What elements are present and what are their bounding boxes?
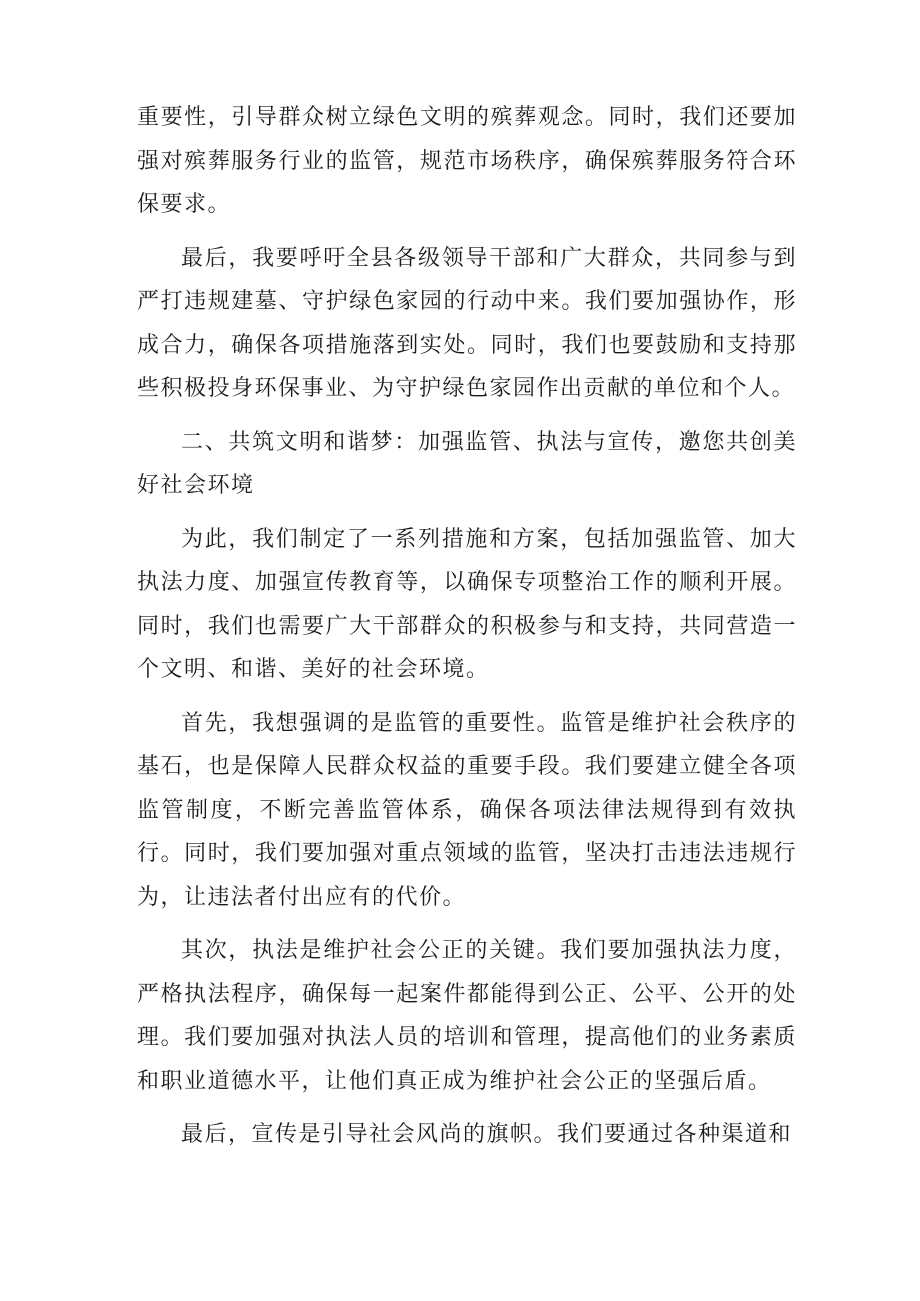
document-body xyxy=(137,96,797,1157)
paragraph-1: 重要性，引导群众树立绿色文明的殡葬观念。同时，我们还要加强对殡葬服务行业的监管，规范市场秩序，确保殡葬服务符合环保要求。 xyxy=(137,105,797,217)
paragraph-5: 其次，执法是维护社会公正的关键。我们要加强执法力度，严格执法程序，确保每一起案件都能得到公正、公平、公开的处理。我们要加强对执法人员的培训和管理，提高他们的业务素质和职业道德水平，让他们真正成为维护社会公正的坚强后盾。 xyxy=(137,938,797,1094)
paragraph-2: 最后，我要呼吁全县各级领导干部和广大群众，共同参与到严打违规建墓、守护绿色家园的行动中来。我们要加强协作，形成合力，确保各项措施落到实处。同时，我们也要鼓励和支持那些积极投身环保事业、为守护绿色家园作出贡献的单位和个人。 xyxy=(137,245,797,401)
paragraph-6: 最后，宣传是引导社会风尚的旗帜。我们要通过各种渠道和 xyxy=(181,1122,793,1147)
paragraph-4: 首先，我想强调的是监管的重要性。监管是维护社会秩序的基石，也是保障人民群众权益的重要手段。我们要建立健全各项监管制度，不断完善监管体系，确保各项法律法规得到有效执行。同时，我们要加强对重点领域的监管，坚决打击违法违规行为，让违法者付出应有的代价。 xyxy=(137,710,797,910)
section-heading: 二、共筑文明和谐梦：加强监管、执法与宣传，邀您共创美好社会环境 xyxy=(137,429,797,498)
paragraph-3: 为此，我们制定了一系列措施和方案，包括加强监管、加大执法力度、加强宣传教育等，以确保专项整治工作的顺利开展。同时，我们也需要广大干部群众的积极参与和支持，共同营造一个文明、和谐、美好的社会环境。 xyxy=(137,526,797,682)
